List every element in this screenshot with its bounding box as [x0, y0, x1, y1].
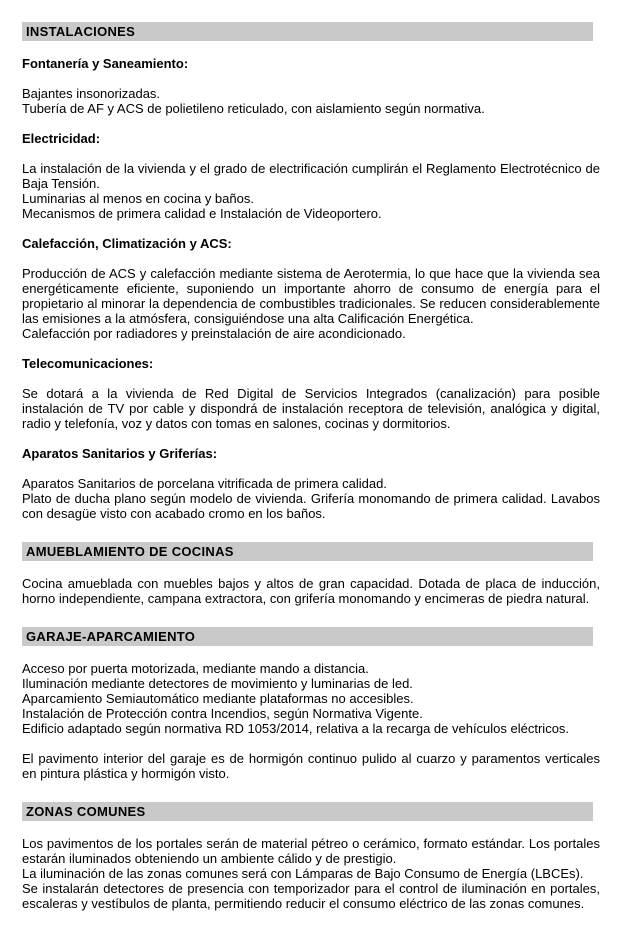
paragraph: Bajantes insonorizadas. [22, 86, 161, 101]
subheading-sanitarios: Aparatos Sanitarios y Griferías: [22, 446, 218, 461]
paragraph: El pavimento interior del garaje es de hormigón continuo pulido al cuarzo y paramentos verticales en pintura plástica y hormigón visto. [22, 751, 600, 781]
subsection-telecomunicaciones [22, 356, 600, 431]
subsection-electricidad [22, 131, 600, 221]
section-title-garaje-aparcamiento: GARAJE-APARCAMIENTO [22, 627, 593, 646]
paragraph: Iluminación mediante detectores de movimiento y luminarias de led. [22, 676, 413, 691]
paragraph: Calefacción por radiadores y preinstalación de aire acondicionado. [22, 326, 406, 341]
section-title-instalaciones: INSTALACIONES [22, 22, 593, 41]
section-amueblamiento-cocinas [22, 542, 600, 606]
paragraph: La iluminación de las zonas comunes será con Lámparas de Bajo Consumo de Energía (LBCEs). [22, 866, 584, 881]
section-title-amueblamiento-cocinas: AMUEBLAMIENTO DE COCINAS [22, 542, 593, 561]
paragraph: Producción de ACS y calefacción mediante sistema de Aerotermia, lo que hace que la vivienda sea energéticamente eficiente, suponiendo un importante ahorro de consumo de energía para el propietario al minorar la dependencia de combustibles tradicionales. Se reducen considerablemente las emisiones a la atmósfera, consiguiéndose una alta Calificación Energética. [22, 266, 600, 326]
section-garaje-aparcamiento [22, 627, 600, 781]
paragraph: Se dotará a la vivienda de Red Digital de Servicios Integrados (canalización) para posible instalación de TV por cable y dispondrá de instalación receptora de televisión, analógica y digital, radio y telefonía, voz y datos con tomas en salones, cocinas y dormitorios. [22, 386, 600, 431]
subsection-garaje-lista [22, 661, 600, 736]
subsection-sanitarios [22, 446, 600, 521]
section-instalaciones [22, 22, 600, 521]
paragraph: Mecanismos de primera calidad e Instalación de Videoportero. [22, 206, 382, 221]
paragraph: Tubería de AF y ACS de polietileno reticulado, con aislamiento según normativa. [22, 101, 485, 116]
subheading-fontaneria: Fontanería y Saneamiento: [22, 56, 189, 71]
paragraph: Instalación de Protección contra Incendios, según Normativa Vigente. [22, 706, 423, 721]
paragraph: Luminarias al menos en cocina y baños. [22, 191, 254, 206]
paragraph: Los pavimentos de los portales serán de material pétreo o cerámico, formato estándar. Los portales estarán iluminados obteniendo un ambiente cálido y de prestigio. [22, 836, 600, 866]
paragraph: Se instalarán detectores de presencia con temporizador para el control de iluminación en portales, escaleras y vestíbulos de planta, permitiendo reducir el consumo eléctrico de las zonas comunes. [22, 881, 600, 911]
subsection-zonas-comunes [22, 836, 600, 911]
subheading-electricidad: Electricidad: [22, 131, 101, 146]
paragraph: Acceso por puerta motorizada, mediante mando a distancia. [22, 661, 369, 676]
subsection-cocina [22, 576, 600, 606]
subheading-telecomunicaciones: Telecomunicaciones: [22, 356, 154, 371]
paragraph: Aparcamiento Semiautomático mediante plataformas no accesibles. [22, 691, 414, 706]
paragraph: La instalación de la vivienda y el grado de electrificación cumplirán el Reglamento Electrotécnico de Baja Tensión. [22, 161, 600, 191]
paragraph: Aparatos Sanitarios de porcelana vitrificada de primera calidad. [22, 476, 387, 491]
paragraph: Cocina amueblada con muebles bajos y altos de gran capacidad. Dotada de placa de inducción, horno independiente, campana extractora, con grifería monomando y encimeras de piedra natural. [22, 576, 600, 606]
subsection-fontaneria [22, 56, 600, 116]
subsection-garaje-pavimento [22, 751, 600, 781]
subsection-calefaccion [22, 236, 600, 341]
subheading-calefaccion: Calefacción, Climatización y ACS: [22, 236, 232, 251]
paragraph: Edificio adaptado según normativa RD 1053/2014, relativa a la recarga de vehículos eléctricos. [22, 721, 570, 736]
paragraph: Plato de ducha plano según modelo de vivienda. Grifería monomando de primera calidad. Lavabos con desagüe visto con acabado cromo en los baños. [22, 491, 600, 521]
section-title-zonas-comunes: ZONAS COMUNES [22, 802, 593, 821]
